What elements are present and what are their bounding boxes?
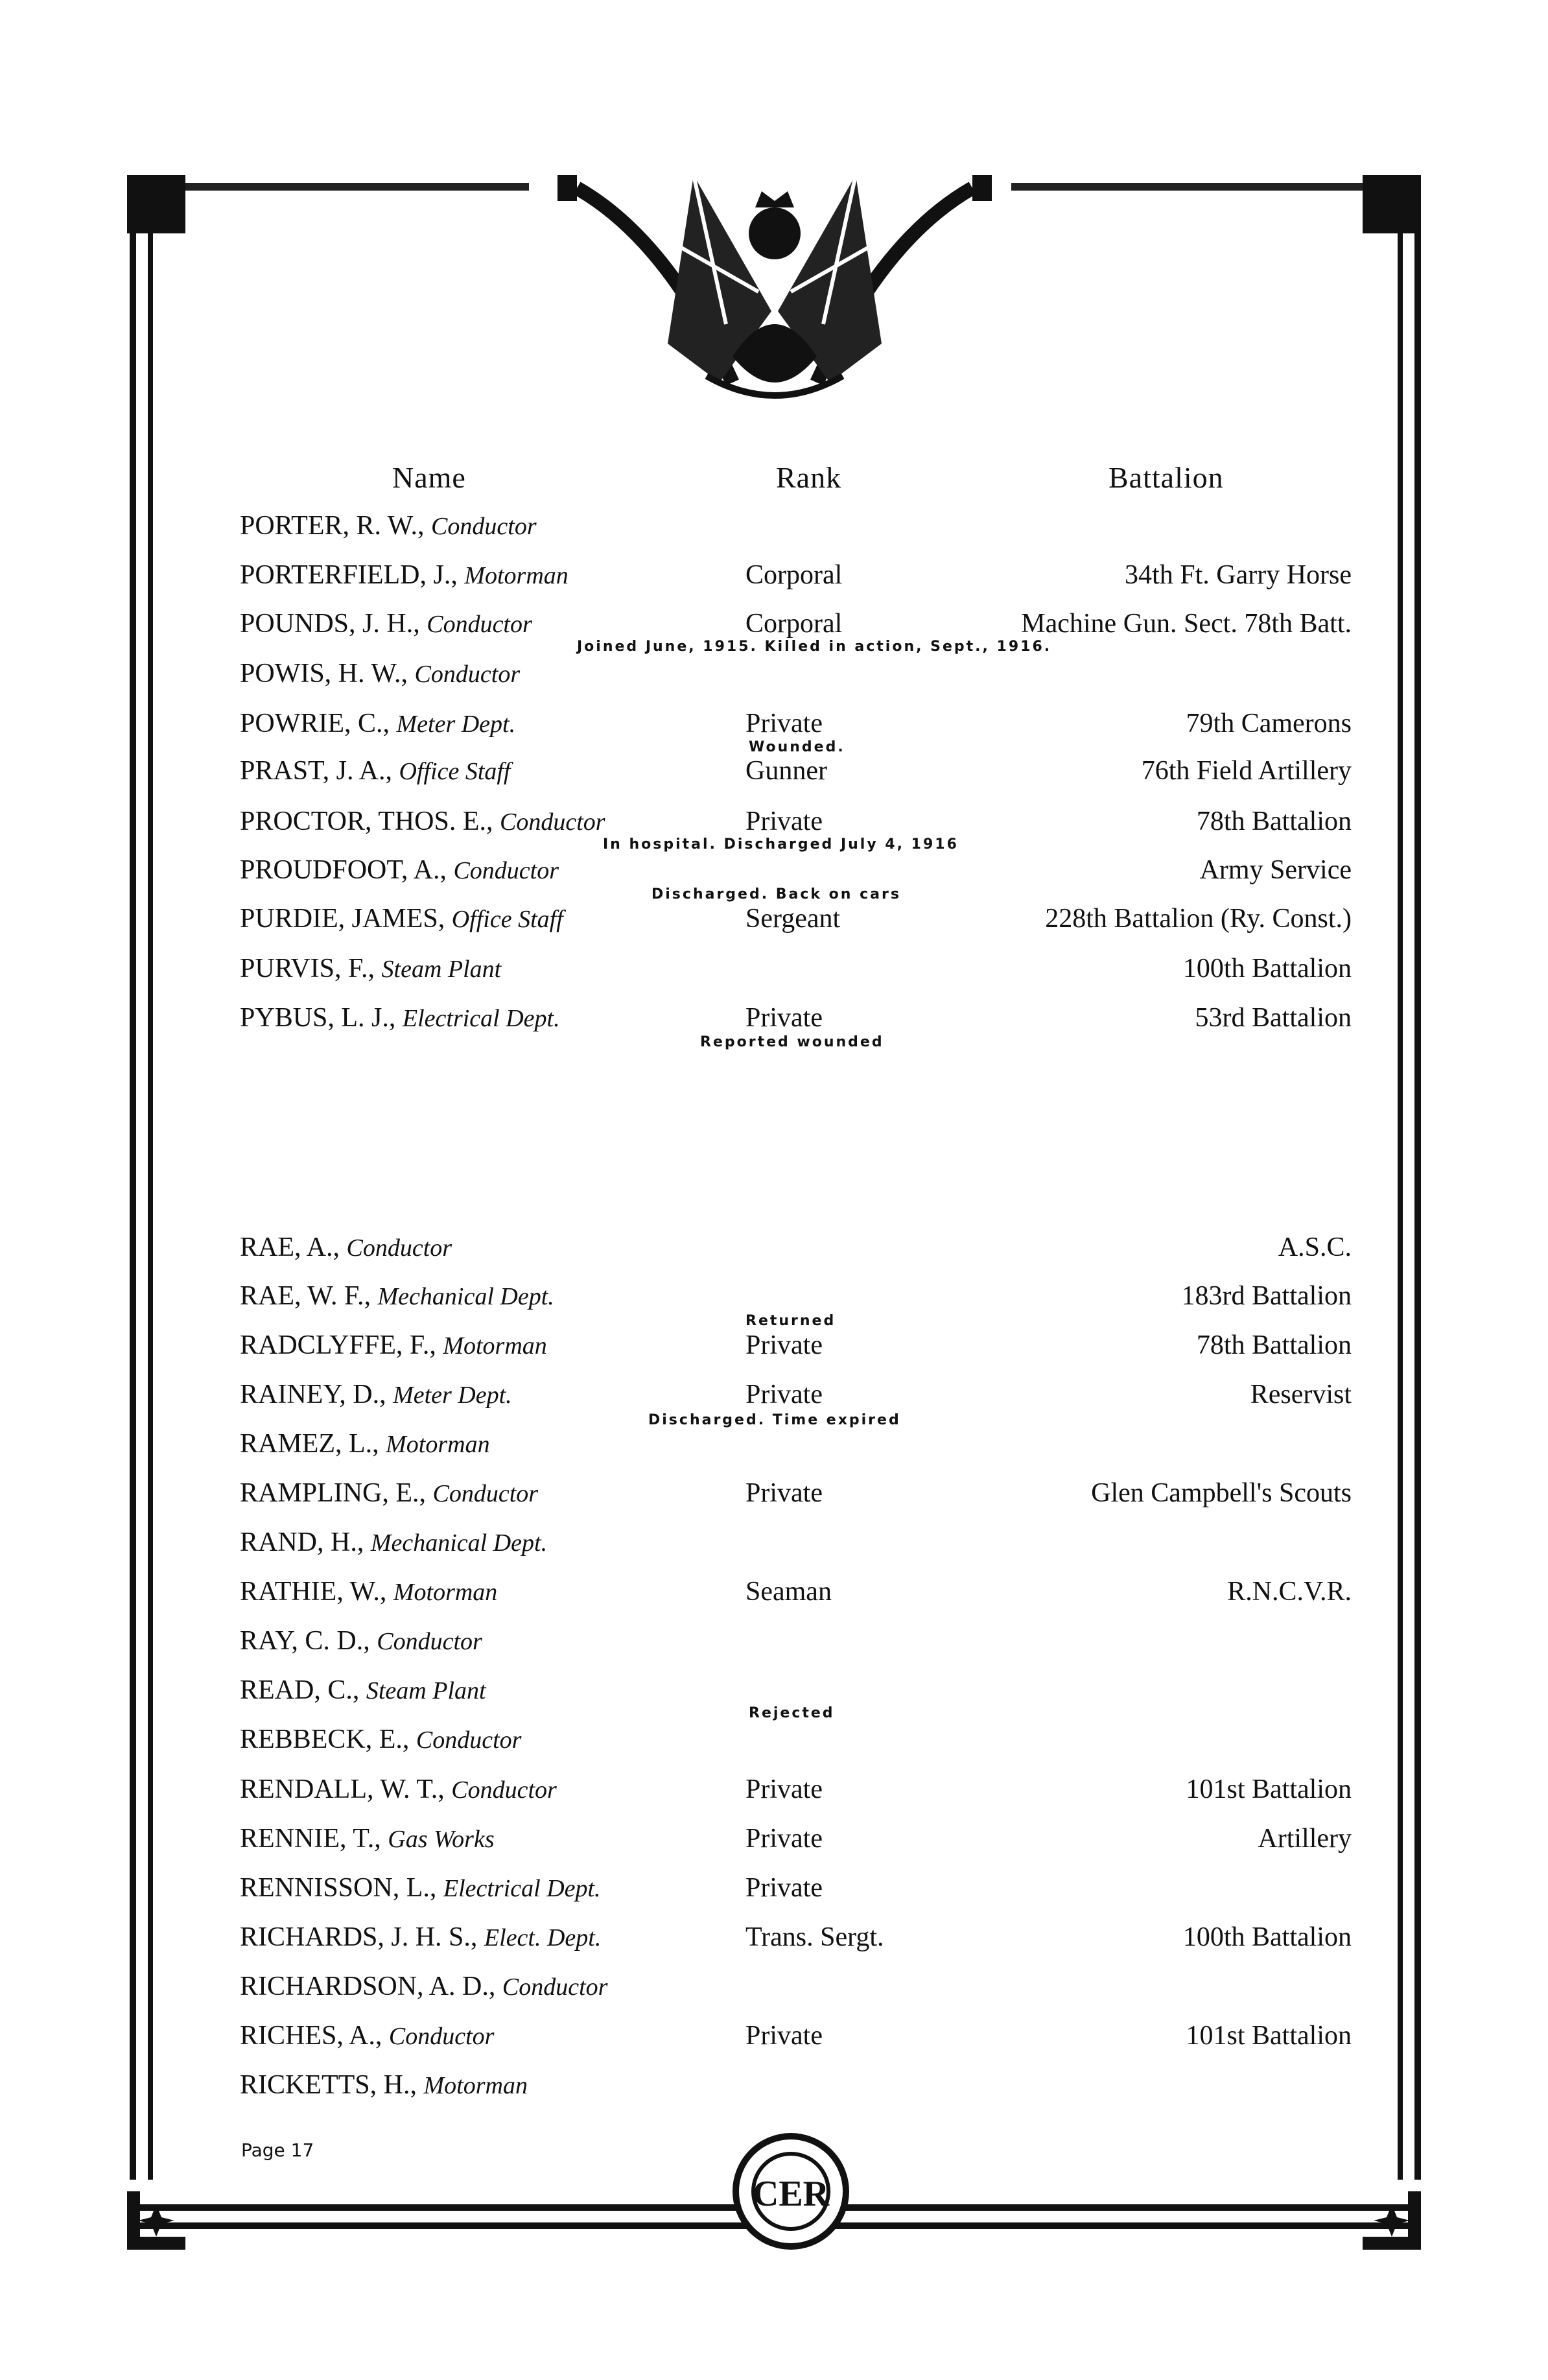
corner-ornament-bottom-left — [127, 2191, 185, 2250]
member-name: PORTER, R. W., — [240, 511, 425, 541]
member-rank: Private — [745, 1003, 823, 1033]
member-name: PORTERFIELD, J., — [240, 560, 458, 590]
member-name: RENDALL, W. T., — [240, 1774, 445, 1804]
note-rainey: Discharged. Time expired — [648, 1412, 901, 1428]
roster-row — [240, 755, 1352, 794]
member-rank: Seaman — [745, 1577, 832, 1607]
member-name: PRAST, J. A., — [240, 756, 392, 786]
member-rank: Trans. Sergt. — [745, 1922, 884, 1952]
roster-row — [240, 1478, 1352, 1516]
member-rank: Corporal — [745, 609, 843, 639]
note-read: Rejected — [749, 1705, 835, 1721]
member-dept: Meter Dept. — [396, 711, 516, 738]
roster-row — [240, 1872, 1352, 1911]
roster-row — [240, 1428, 1352, 1467]
member-battalion: 101st Battalion — [1186, 1774, 1352, 1804]
crest-flags-crown — [538, 162, 1011, 421]
member-name: RICHARDSON, A. D., — [240, 1972, 496, 2001]
member-name: RAND, H., — [240, 1527, 364, 1557]
roster-row — [240, 2020, 1352, 2059]
member-dept: Conductor — [388, 2023, 495, 2050]
member-battalion: 228th Battalion (Ry. Const.) — [1045, 904, 1352, 934]
roster-row — [240, 1971, 1352, 2010]
member-dept: Conductor — [416, 1726, 522, 1754]
member-dept: Conductor — [451, 1776, 557, 1804]
note-rae-w: Returned — [745, 1313, 836, 1329]
member-name: RADCLYFFE, F., — [240, 1330, 436, 1360]
member-name: READ, C., — [240, 1675, 360, 1705]
member-dept: Steam Plant — [366, 1677, 486, 1704]
roster-row — [240, 1774, 1352, 1813]
roster-row — [240, 953, 1352, 992]
page-number: Page 17 — [241, 2139, 314, 2161]
member-battalion: A.S.C. — [1278, 1232, 1352, 1262]
member-dept: Conductor — [453, 857, 559, 884]
member-dept: Office Staff — [399, 758, 511, 785]
roster-row — [240, 1823, 1352, 1862]
member-name: POUNDS, J. H., — [240, 609, 420, 639]
roster-row — [240, 1232, 1352, 1271]
member-dept: Gas Works — [388, 1826, 495, 1853]
member-name: PYBUS, L. J., — [240, 1003, 396, 1033]
corner-ornament-top-right — [1363, 175, 1421, 233]
roster-row — [240, 2069, 1352, 2108]
member-battalion: 76th Field Artillery — [1141, 756, 1352, 786]
member-dept: Conductor — [432, 1480, 539, 1507]
roster-row — [240, 1724, 1352, 1763]
roster-row — [240, 1576, 1352, 1615]
border-right — [1398, 183, 1421, 2180]
note-proctor: In hospital. Discharged July 4, 1916 — [603, 836, 959, 853]
member-dept: Conductor — [377, 1628, 482, 1655]
corner-ornament-top-left — [127, 175, 185, 233]
member-name: RAMPLING, E., — [240, 1478, 427, 1508]
roster-row — [240, 1330, 1352, 1369]
member-dept: Motorman — [443, 1332, 547, 1360]
member-name: PURVIS, F., — [240, 954, 375, 984]
member-name: RICHARDS, J. H. S., — [240, 1922, 478, 1952]
member-name: RICHES, A., — [240, 2021, 382, 2051]
member-rank: Private — [745, 1774, 823, 1804]
border-top-right — [1011, 183, 1421, 191]
member-battalion: 78th Battalion — [1196, 807, 1352, 836]
roster-row — [240, 510, 1352, 549]
member-battalion: 100th Battalion — [1182, 1922, 1352, 1952]
member-dept: Mechanical Dept. — [377, 1283, 554, 1310]
roster-row — [240, 1527, 1352, 1566]
roster-row — [240, 1922, 1352, 1961]
member-rank: Private — [745, 2021, 823, 2051]
member-dept: Motorman — [423, 2072, 528, 2099]
member-name: REBBECK, E., — [240, 1725, 410, 1754]
member-battalion: Glen Campbell's Scouts — [1091, 1478, 1352, 1508]
member-dept: Conductor — [502, 1974, 608, 2001]
member-name: RENNIE, T., — [240, 1824, 381, 1854]
member-rank: Gunner — [745, 756, 827, 786]
emblem-seal — [733, 2133, 849, 2250]
member-battalion: 101st Battalion — [1186, 2021, 1352, 2051]
member-dept: Motorman — [393, 1579, 498, 1606]
member-rank: Private — [745, 1824, 823, 1854]
member-dept: Conductor — [346, 1234, 452, 1262]
member-rank: Private — [745, 1330, 823, 1360]
member-battalion: R.N.C.V.R. — [1227, 1577, 1352, 1607]
member-name: POWIS, H. W., — [240, 659, 408, 689]
member-dept: Elect. Dept. — [484, 1924, 602, 1951]
note-powrie: Wounded. — [749, 739, 845, 755]
member-dept: Meter Dept. — [393, 1382, 512, 1409]
member-dept: Conductor — [500, 808, 605, 836]
member-dept: Office Staff — [451, 906, 563, 933]
member-battalion: 79th Camerons — [1186, 709, 1352, 738]
member-rank: Sergeant — [745, 904, 841, 934]
member-rank: Private — [745, 1478, 823, 1508]
member-name: RATHIE, W., — [240, 1577, 387, 1607]
member-name: PURDIE, JAMES, — [240, 904, 445, 934]
member-dept: Motorman — [464, 562, 569, 589]
member-name: POWRIE, C., — [240, 709, 390, 738]
roster-row — [240, 560, 1352, 598]
note-pounds: Joined June, 1915. Killed in action, Sept., 1916. — [577, 639, 1052, 655]
member-dept: Conductor — [431, 513, 537, 540]
member-name: RAE, A., — [240, 1232, 340, 1262]
member-battalion: Reservist — [1250, 1380, 1352, 1409]
roster-row — [240, 903, 1352, 942]
roster-row — [240, 1625, 1352, 1664]
note-pybus: Reported wounded — [700, 1034, 884, 1050]
border-top-left — [127, 183, 529, 191]
header-battalion: Battalion — [1108, 461, 1224, 494]
member-rank: Private — [745, 1873, 823, 1903]
member-dept: Electrical Dept. — [402, 1005, 560, 1032]
member-name: PROUDFOOT, A., — [240, 855, 447, 885]
member-name: RAMEZ, L., — [240, 1429, 379, 1459]
member-name: RAINEY, D., — [240, 1380, 386, 1409]
member-name: RENNISSON, L., — [240, 1873, 437, 1903]
header-rank: Rank — [776, 461, 842, 494]
member-battalion: 53rd Battalion — [1195, 1003, 1352, 1033]
member-battalion: Machine Gun. Sect. 78th Batt. — [1021, 609, 1352, 639]
member-name: RAY, C. D., — [240, 1626, 370, 1656]
member-rank: Private — [745, 709, 823, 738]
member-battalion: 183rd Battalion — [1181, 1281, 1352, 1311]
member-rank: Private — [745, 1380, 823, 1409]
member-dept: Conductor — [427, 611, 532, 638]
member-dept: Motorman — [386, 1431, 490, 1458]
member-battalion: 100th Battalion — [1182, 954, 1352, 984]
member-battalion: 78th Battalion — [1196, 1330, 1352, 1360]
border-left — [130, 183, 153, 2180]
roster-row — [240, 658, 1352, 697]
corner-ornament-bottom-right — [1363, 2191, 1421, 2250]
member-dept: Mechanical Dept. — [370, 1529, 548, 1557]
member-name: PROCTOR, THOS. E., — [240, 807, 493, 836]
member-rank: Private — [745, 807, 823, 836]
member-dept: Electrical Dept. — [443, 1875, 601, 1902]
header-name: Name — [392, 461, 466, 494]
member-name: RICKETTS, H., — [240, 2070, 417, 2100]
member-rank: Corporal — [745, 560, 843, 590]
member-dept: Steam Plant — [381, 956, 502, 983]
member-name: RAE, W. F., — [240, 1281, 371, 1311]
member-battalion: Army Service — [1199, 855, 1352, 885]
note-proudfoot: Discharged. Back on cars — [651, 886, 901, 902]
svg-text:CER: CER — [752, 2174, 830, 2214]
member-battalion: Artillery — [1258, 1824, 1352, 1854]
member-dept: Conductor — [414, 661, 521, 688]
member-battalion: 34th Ft. Garry Horse — [1125, 560, 1352, 590]
